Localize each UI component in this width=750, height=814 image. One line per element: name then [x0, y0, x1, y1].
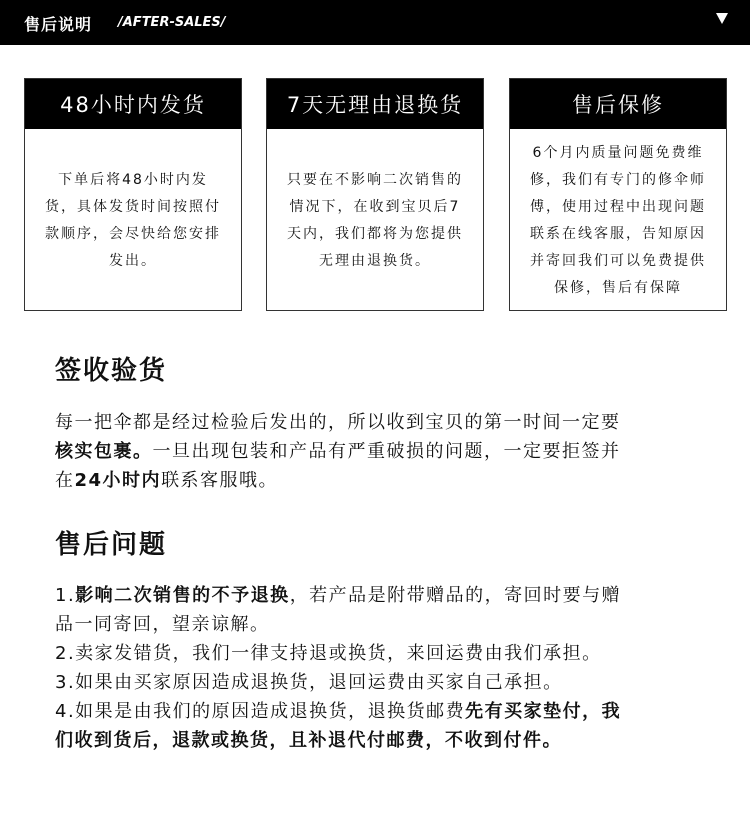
- inspection-line-2: 核实包裹。一旦出现包装和产品有严重破损的问题，一定要拒签并: [55, 441, 621, 462]
- list-item: 3.如果由买家原因造成退换货，退回运费由买家自己承担。: [55, 672, 563, 693]
- dropdown-arrow-icon[interactable]: [716, 13, 728, 24]
- list-item: 1.影响二次销售的不予退换，若产品是附带赠品的，寄回时要与赠: [55, 585, 622, 606]
- list-item: 4.如果是由我们的原因造成退换货，退换货邮费先有买家垫付，我: [55, 701, 622, 722]
- header-subtitle: /AFTER-SALES/: [118, 15, 226, 30]
- card-returns: [266, 78, 484, 311]
- list-item-continued: 们收到货后，退款或换货，且补退代付邮费，不收到付件。: [55, 730, 562, 751]
- card-body: 只要在不影响二次销售的情况下，在收到宝贝后7天内，我们都将为您提供无理由退换货。: [287, 171, 463, 269]
- after-sales-title: 售后问题: [55, 530, 168, 560]
- card-shipping: [24, 78, 242, 311]
- header-title: 售后说明: [24, 15, 93, 34]
- header-bar: [0, 0, 750, 45]
- card-title: 48小时内发货: [25, 79, 241, 129]
- after-sales-list: [55, 581, 675, 755]
- list-item: 2.卖家发错货，我们一律支持退或换货，来回运费由我们承担。: [55, 643, 602, 664]
- card-body: 6个月内质量问题免费维修，我们有专门的修伞师傅，使用过程中出现问题联系在线客服，告知原因并寄回我们可以免费提供保修，售后有保障: [530, 144, 706, 296]
- inspection-line-1: 每一把伞都是经过检验后发出的，所以收到宝贝的第一时间一定要: [55, 412, 621, 433]
- card-warranty: [509, 78, 727, 311]
- card-title: 7天无理由退换货: [267, 79, 483, 129]
- card-title: 售后保修: [510, 79, 726, 129]
- inspection-title: 签收验货: [55, 356, 168, 386]
- inspection-deadline: 24小时内: [74, 470, 162, 491]
- card-body: 下单后将48小时内发货，具体发货时间按照付款顺序，会尽快给您安排发出。: [45, 171, 221, 269]
- inspection-emphasis: 核实包裹。: [55, 441, 153, 462]
- inspection-paragraph: [55, 408, 675, 495]
- inspection-line-3: 在24小时内联系客服哦。: [55, 470, 279, 491]
- list-item-continued: 品一同寄回，望亲谅解。: [55, 614, 270, 635]
